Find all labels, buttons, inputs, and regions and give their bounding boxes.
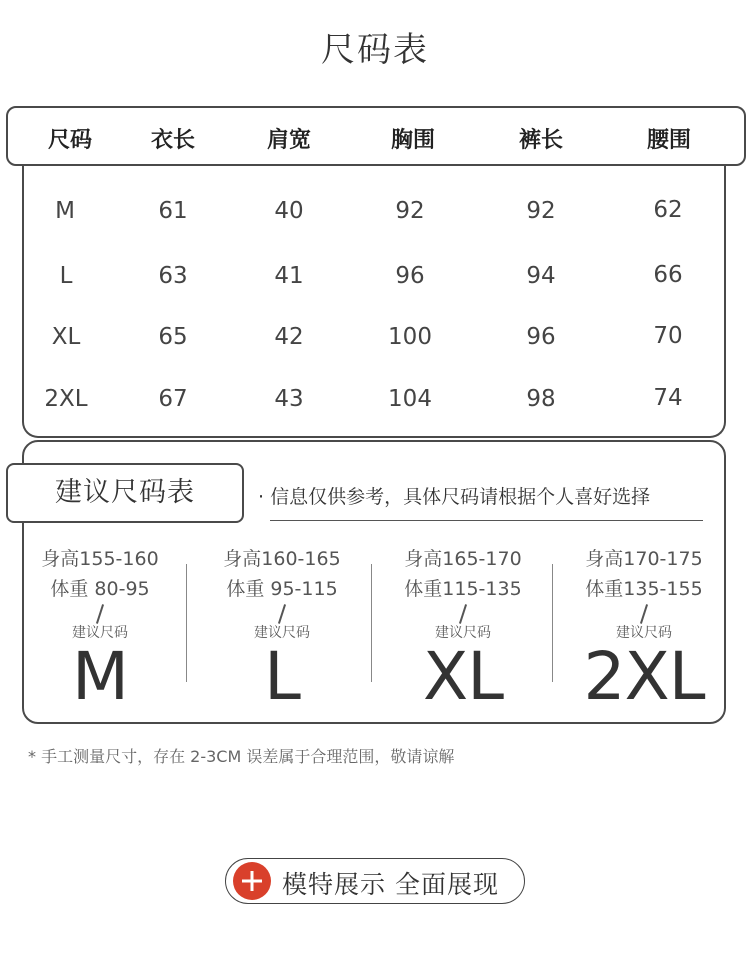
table-cell: 92 <box>526 198 556 224</box>
table-cell: 65 <box>158 324 188 350</box>
recommend-column-l <box>197 544 367 715</box>
table-cell: 40 <box>274 198 304 224</box>
table-cell: 70 <box>653 323 683 349</box>
column-divider <box>186 564 187 682</box>
size-table <box>22 150 726 438</box>
size-table-header <box>6 106 746 166</box>
recommend-size: 2XL <box>583 638 705 715</box>
column-divider <box>552 564 553 682</box>
table-cell: 62 <box>653 197 683 223</box>
slash-divider <box>640 604 648 624</box>
header-pants: 裤长 <box>518 128 564 153</box>
table-cell: 94 <box>526 263 556 289</box>
table-cell: 96 <box>395 263 425 289</box>
recommend-weight: 体重 80-95 <box>50 578 150 600</box>
recommend-column-2xl <box>559 544 729 715</box>
table-cell: XL <box>51 324 81 350</box>
slash-divider <box>96 604 104 624</box>
slash-divider <box>459 604 467 624</box>
model-show-button[interactable] <box>225 858 525 904</box>
header-size: 尺码 <box>47 128 93 153</box>
recommend-label: 建议尺码 <box>435 625 491 641</box>
recommend-height: 身高155-160 <box>41 548 159 570</box>
note-underline <box>270 520 703 521</box>
table-cell: 43 <box>274 386 304 412</box>
recommend-height: 身高170-175 <box>585 548 703 570</box>
slash-divider <box>278 604 286 624</box>
recommend-weight: 体重135-155 <box>585 578 703 600</box>
recommend-height: 身高165-170 <box>404 548 522 570</box>
recommend-weight: 体重115-135 <box>404 578 522 600</box>
header-waist: 腰围 <box>646 128 692 153</box>
recommend-size: L <box>264 638 300 715</box>
recommend-note: · 信息仅供参考，具体尺码请根据个人喜好选择 <box>258 486 651 508</box>
recommend-label: 建议尺码 <box>616 625 672 641</box>
recommend-column-xl <box>378 544 548 715</box>
recommend-label: 建议尺码 <box>72 625 128 641</box>
plus-icon <box>233 862 271 900</box>
recommend-weight: 体重 95-115 <box>226 578 338 600</box>
recommend-size: XL <box>423 638 503 715</box>
table-cell: M <box>55 198 75 224</box>
table-cell: 92 <box>395 198 425 224</box>
recommend-label: 建议尺码 <box>254 625 310 641</box>
table-cell: 74 <box>653 385 683 411</box>
table-cell: 66 <box>653 262 683 288</box>
recommend-column-m <box>15 544 185 715</box>
header-shoulder: 肩宽 <box>266 128 312 153</box>
recommend-size: M <box>72 638 128 715</box>
table-cell: 96 <box>526 324 556 350</box>
table-cell: 98 <box>526 386 556 412</box>
column-divider <box>371 564 372 682</box>
table-cell: 104 <box>388 386 432 412</box>
table-cell: 61 <box>158 198 188 224</box>
table-cell: L <box>59 263 73 289</box>
table-cell: 67 <box>158 386 188 412</box>
header-chest: 胸围 <box>390 128 436 153</box>
recommend-height: 身高160-165 <box>223 548 341 570</box>
recommend-title: 建议尺码表 <box>6 463 244 523</box>
page-title: 尺码表 <box>321 30 429 70</box>
table-cell: 2XL <box>44 386 88 412</box>
table-cell: 42 <box>274 324 304 350</box>
table-cell: 63 <box>158 263 188 289</box>
header-length: 衣长 <box>150 128 196 153</box>
table-cell: 100 <box>388 324 432 350</box>
model-show-label: 模特展示 全面展现 <box>282 870 499 899</box>
table-cell: 41 <box>274 263 304 289</box>
footnote: * 手工测量尺寸，存在 2-3CM 误差属于合理范围，敬请谅解 <box>28 747 455 766</box>
